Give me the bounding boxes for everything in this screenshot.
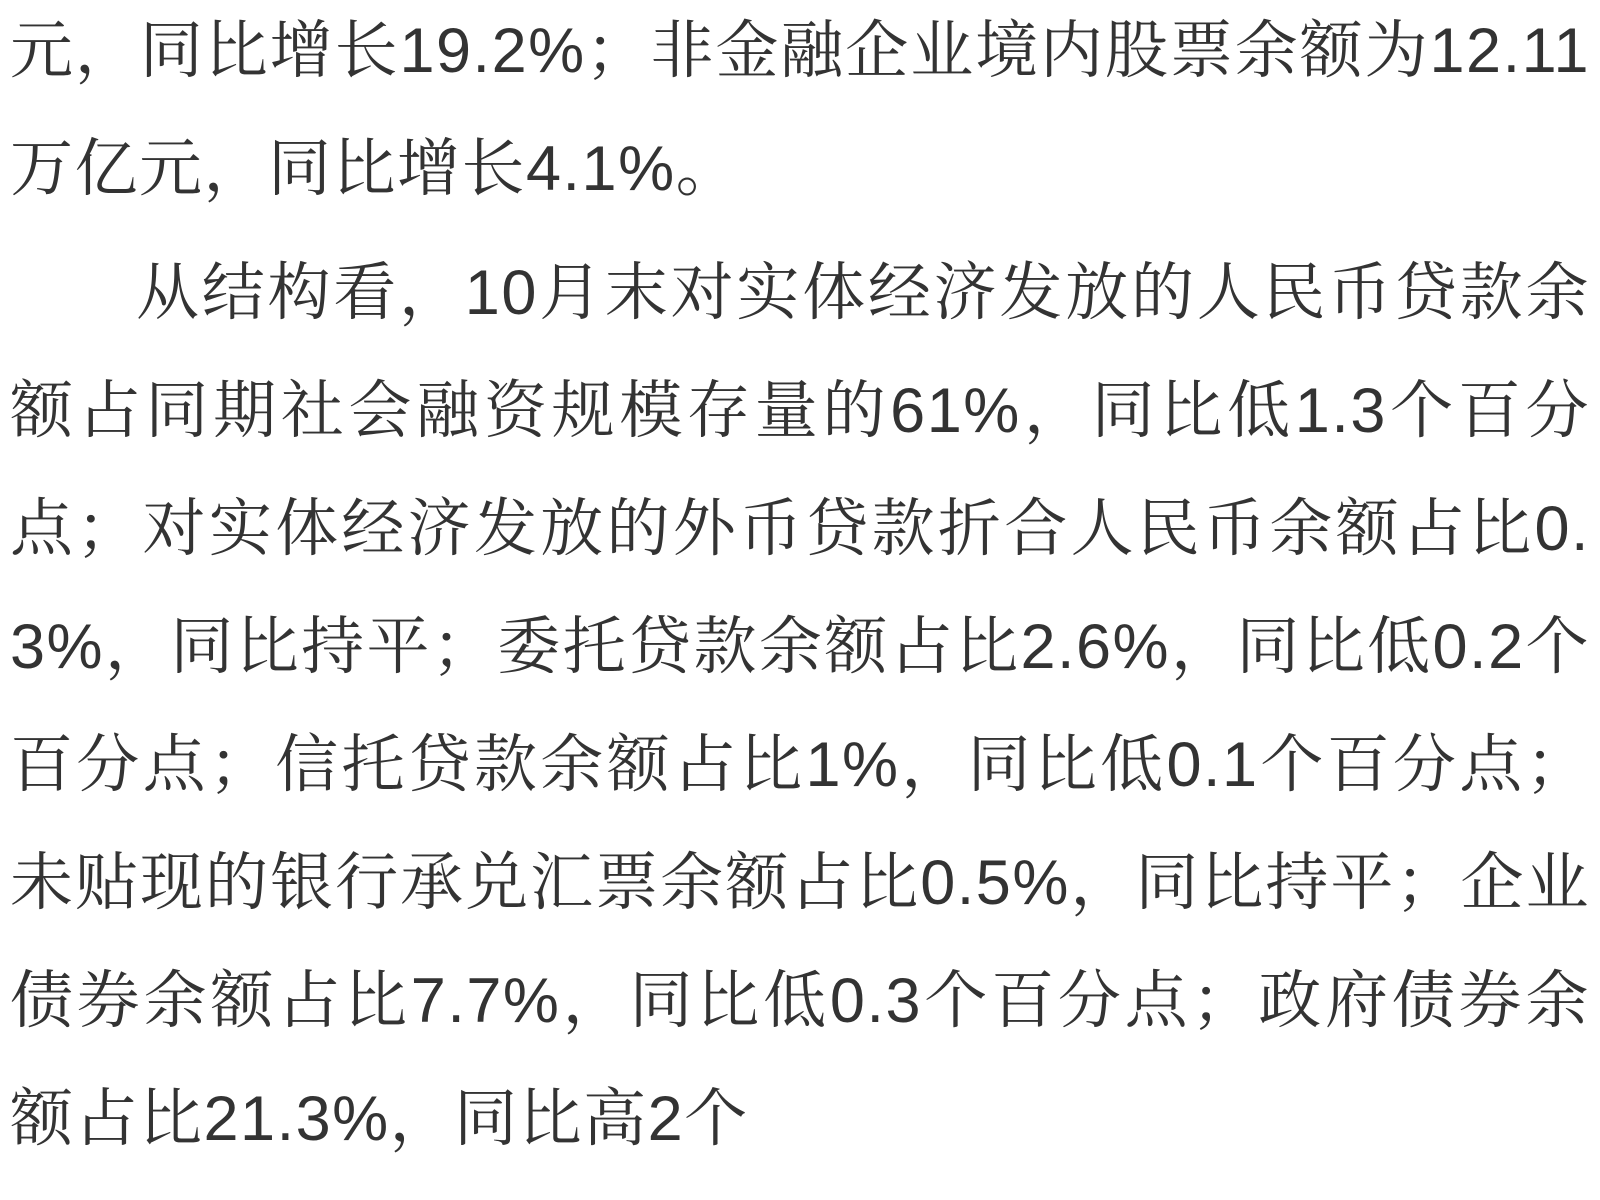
paragraph-continued: 元，同比增长19.2%；非金融企业境内股票余额为12.11万亿元，同比增长4.1%。 [10, 16, 1590, 204]
paragraph-structure: 从结构看，10月末对实体经济发放的人民币贷款余额占同期社会融资规模存量的61%，同比低1.3个百分点；对实体经济发放的外币贷款折合人民币余额占比0.3%，同比持平；委托贷款余额占比2.6%，同比低0.2个百分点；信托贷款余额占比1%，同比低0.1个百分点；未贴现的银行承兑汇票余额占比0.5%，同比持平；企业债券余额占比7.7%，同比低0.3个百分点；政府债券余额占比21.3%，同比高2个 [10, 258, 1590, 1154]
